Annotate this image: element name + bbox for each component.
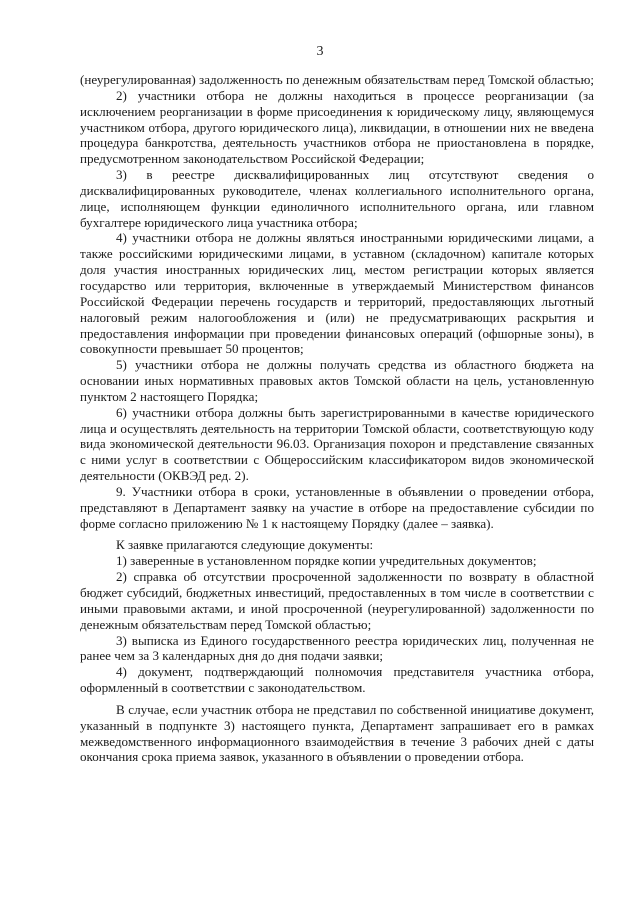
paragraph: 2) участники отбора не должны находиться в процессе реорганизации (за исключением реорганизации в форме присоединения к юридическому лицу, являющемуся участником отбора, другого юридического лица), ликвидации, в отношении них не введена процедура банкротства, деятельность участников отбора не приостановлена в порядке, предусмотренном законодательством Российской Федерации; (80, 87, 594, 167)
paragraph: 3) в реестре дисквалифицированных лиц отсутствуют сведения о дисквалифицированных руководителе, членах коллегиального исполнительного органа, лице, исполняющем функции единоличного исполнительного органа, или главном бухгалтере юридического лица участника отбора; (80, 167, 594, 230)
paragraph: 1) заверенные в установленном порядке копии учредительных документов; (116, 553, 537, 569)
paragraph: В случае, если участник отбора не представил по собственной инициативе документ, указанный в подпункте 3) настоящего пункта, Департамент запрашивает его в рамках межведомственного информационного взаимодействия в течение 3 рабочих дней с даты окончания срока приема заявок, указанного в объявлении о проведении отбора. (80, 701, 594, 765)
page-number: 3 (316, 44, 324, 59)
paragraph: 5) участники отбора не должны получать средства из областного бюджета на основании иных нормативных правовых актов Томской области на цель, установленную пунктом 2 настоящего Порядка; (80, 357, 594, 404)
paragraph: 6) участники отбора должны быть зарегистрированными в качестве юридического лица и осуществлять деятельность на территории Томской области, соответствующую коду вида экономической деятельности 96.03. Организация похорон и представление связанных с ними услуг в соответствии с Общероссийским классификатором видов экономической деятельности (ОКВЭД ред. 2). (80, 404, 594, 484)
paragraph: К заявке прилагаются следующие документы: (116, 537, 374, 553)
paragraph: 4) документ, подтверждающий полномочия представителя участника отбора, оформленный в соответствии с законодательством. (80, 664, 594, 696)
paragraph: 9. Участники отбора в сроки, установленные в объявлении о проведении отбора, представляют в Департамент заявку на участие в отборе на предоставление субсидии по форме согласно приложению № 1 к настоящему Порядку (далее – заявка). (80, 483, 594, 531)
document-body (80, 72, 594, 765)
paragraph: 2) справка об отсутствии просроченной задолженности по возврату в областной бюджет субсидий, бюджетных инвестиций, предоставленных в том числе в соответствии с иными правовыми актами, и иной просроченной (неурегулированной) задолженности по денежным обязательствам перед Томской областью; (80, 569, 594, 632)
paragraph: 4) участники отбора не должны являться иностранными юридическими лицами, а также российскими юридическими лицами, в уставном (складочном) капитале которых доля участия иностранных юридических лиц, местом регистрации которых является государство или территория, включенные в утверждаемый Министерством финансов Российской Федерации перечень государств и территорий, предоставляющих льготный налоговый режим налогообложения и (или) не предусматривающих раскрытия и предоставления информации при проведении финансовых операций (офшорные зоны), в совокупности превышает 50 процентов; (80, 230, 594, 357)
paragraph: 3) выписка из Единого государственного реестра юридических лиц, полученная не ранее чем за 3 календарных дня до дня подачи заявки; (80, 632, 594, 664)
paragraph: (неурегулированная) задолженность по денежным обязательствам перед Томской областью; (80, 72, 595, 87)
